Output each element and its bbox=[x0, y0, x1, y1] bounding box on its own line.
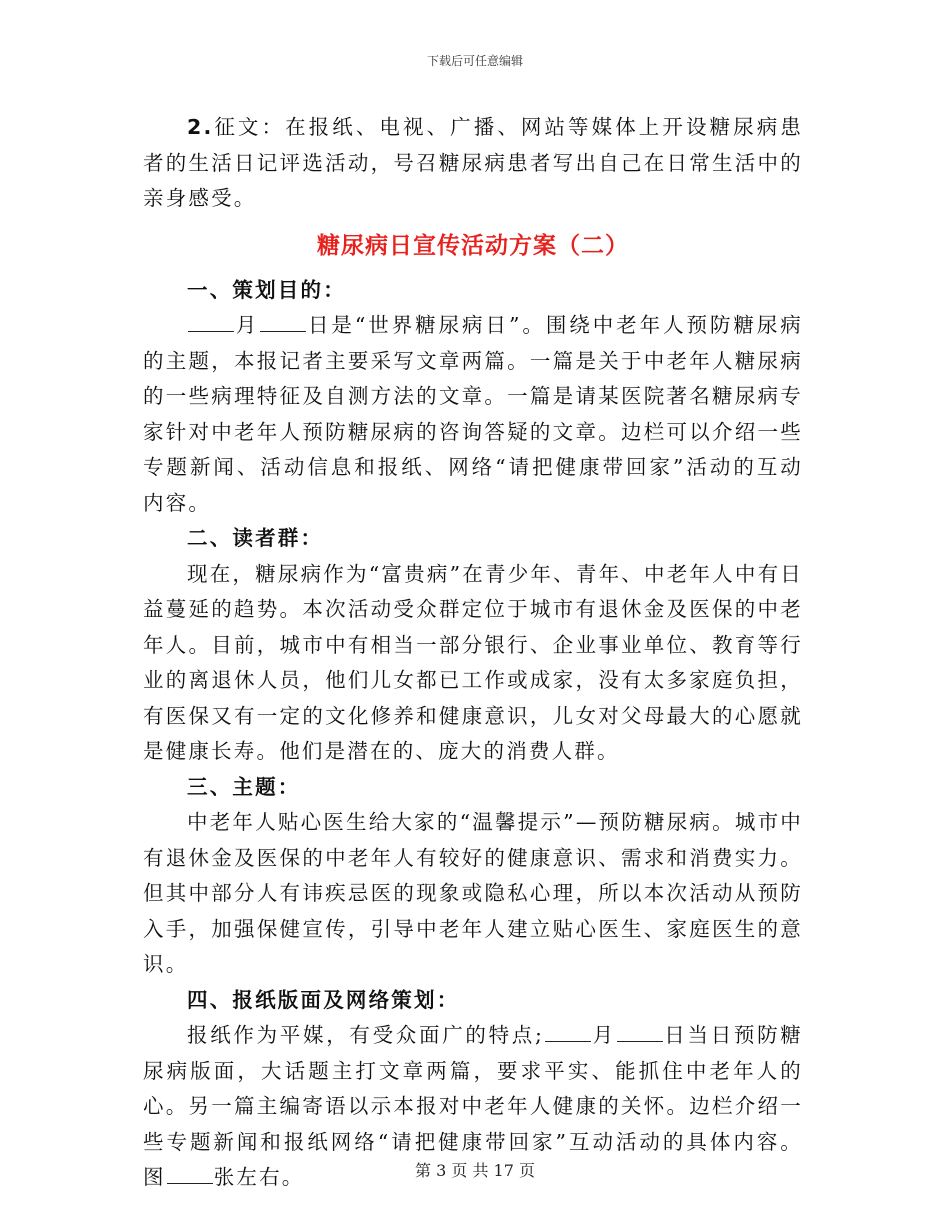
s4-month: 月 bbox=[592, 1023, 616, 1047]
page-footer: 第 3 页 共 17 页 bbox=[415, 1161, 535, 1180]
section-paragraph-1 bbox=[143, 308, 803, 521]
section-heading-4: 四、报纸版面及网络策划： bbox=[187, 987, 460, 1012]
s4-text-a: 报纸作为平媒，有受众面广的特点; bbox=[187, 1023, 545, 1047]
s1-month: 月 bbox=[235, 313, 260, 337]
intro-text: 征文：在报纸、电视、广播、网站等媒体上开设糖尿病患者的生活日记评选活动，号召糖尿病患者写出自己在日常生活中的亲身感受。 bbox=[143, 115, 803, 210]
document-title: 糖尿病日宣传活动方案（二） bbox=[317, 232, 629, 259]
section-paragraph-3: 中老年人贴心医生给大家的“温馨提示”—预防糖尿病。城市中有退休金及医保的中老年人有较好的健康意识、需求和消费实力。但其中部分人有讳疾忌医的现象或隐私心理，所以本次活动从预防入手，加强保健宣传，引导中老年人建立贴心医生、家庭医生的意识。 bbox=[143, 810, 803, 976]
section-heading-2: 二、读者群： bbox=[187, 526, 324, 550]
blank-month-2 bbox=[545, 1019, 591, 1042]
blank-day-2 bbox=[617, 1019, 663, 1042]
page-header: 下载后可任意编辑 bbox=[426, 54, 523, 68]
blank-month bbox=[188, 309, 234, 332]
s1-text: 日是“世界糖尿病日”。围绕中老年人预防糖尿病的主题，本报记者主要采写文章两篇。一篇是关于中老年人糖尿病的一些病理特征及自测方法的文章。一篇是请某医院著名糖尿病专家针对中老年人预防糖尿病的咨询答疑的文章。边栏可以介绍一些专题新闻、活动信息和报纸、网络“请把健康带回家”活动的互动内容。 bbox=[143, 313, 804, 515]
section-heading-1: 一、策划目的： bbox=[187, 277, 346, 302]
intro-label: 2. bbox=[187, 115, 214, 139]
s4-text-d: 张左右。 bbox=[213, 1165, 305, 1189]
s4-text-c: 日当日预防糖尿病版面，大话题主打文章两篇，要求平实、能抓住中老年人的心。另一篇主编寄语以示本报对中老年人健康的关怀。边栏介绍一些专题新闻和报纸网络“请把健康带回家”互动活动的具体内容。图 bbox=[143, 1023, 804, 1189]
intro-paragraph bbox=[143, 110, 803, 217]
document-body bbox=[143, 110, 803, 1196]
blank-day bbox=[260, 309, 306, 332]
section-heading-3: 三、主题： bbox=[187, 774, 301, 799]
section-paragraph-2: 现在，糖尿病作为“富贵病”在青少年、青年、中老年人中有日益蔓延的趋势。本次活动受众群定位于城市有退休金及医保的中老年人。目前，城市中有相当一部分银行、企业事业单位、教育等行业的离退休人员，他们儿女都已工作或成家，没有太多家庭负担，有医保又有一定的文化修养和健康意识，儿女对父母最大的心愿就是健康长寿。他们是潜在的、庞大的消费人群。 bbox=[143, 561, 803, 763]
